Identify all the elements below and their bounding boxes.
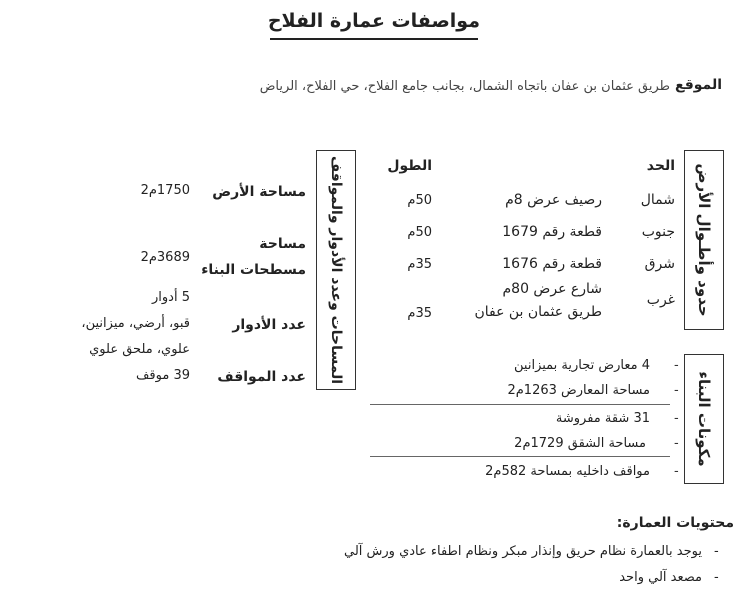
boundary-length-north: 50م xyxy=(407,193,432,208)
component-item-2: مساحة المعارض 1263م2 xyxy=(507,383,650,398)
floors-value-line-2: قبو، أرضي، ميزانين، xyxy=(81,316,190,331)
building-area-value: 3689م2 xyxy=(140,250,190,265)
boundaries-col-length: الطول xyxy=(387,158,432,174)
components-divider-1 xyxy=(370,404,670,405)
areas-section-title: المساحات وعدد الأدوار والمواقف xyxy=(328,155,344,385)
component-item-5: مواقف داخليه بمساحة 582م2 xyxy=(485,464,650,479)
boundary-desc2-west: طريق عثمان بن عفان xyxy=(474,304,602,320)
components-section-box xyxy=(684,354,724,484)
location-label: الموقع xyxy=(675,77,722,93)
boundary-desc-west: شارع عرض 80م xyxy=(502,281,602,297)
boundary-desc-north: رصيف عرض 8م xyxy=(505,192,602,208)
land-area-label: مساحة الأرض xyxy=(212,184,306,200)
component-dash-1: - xyxy=(674,358,679,373)
contents-dash-1: - xyxy=(714,544,719,559)
boundary-length-east: 35م xyxy=(407,257,432,272)
contents-dash-2: - xyxy=(714,570,719,585)
boundary-side-east: شرق xyxy=(644,256,675,272)
land-area-value: 1750م2 xyxy=(140,183,190,198)
components-divider-2 xyxy=(370,456,670,457)
component-dash-2: - xyxy=(674,383,679,398)
contents-item-2: مصعد آلي واحد xyxy=(619,570,702,585)
component-dash-5: - xyxy=(674,464,679,479)
location-value: طريق عثمان بن عفان باتجاه الشمال، بجانب جامع الفلاح، حي الفلاح، الرياض xyxy=(259,79,670,94)
page-title: مواصفات عمارة الفلاح xyxy=(267,10,480,32)
boundary-side-west: غرب xyxy=(646,292,675,308)
contents-title: محتويات العمارة: xyxy=(616,515,734,531)
building-area-label-1: مساحة xyxy=(259,236,306,252)
areas-section-box xyxy=(316,150,356,390)
component-item-3: 31 شقة مفروشة xyxy=(555,411,650,426)
boundary-length-west: 35م xyxy=(407,306,432,321)
boundary-desc-south: قطعة رقم 1679 xyxy=(502,224,602,240)
floors-value-line-3: علوي، ملحق علوي xyxy=(89,342,190,357)
contents-item-1: يوجد بالعمارة نظام حريق وإنذار مبكر ونظام اطفاء عادي ورش آلي xyxy=(343,544,702,559)
boundary-desc-east: قطعة رقم 1676 xyxy=(502,256,602,272)
components-section-title: مكونات البناء xyxy=(695,371,713,467)
boundaries-col-border: الحد xyxy=(646,158,675,174)
component-item-4: مساحة الشقق 1729م2 xyxy=(514,436,646,451)
boundaries-section-box xyxy=(684,150,724,330)
floors-label: عدد الأدوار xyxy=(232,317,306,333)
boundary-side-south: جنوب xyxy=(641,224,675,240)
component-dash-4: - xyxy=(674,436,679,451)
title-underline xyxy=(270,38,478,40)
component-item-1: 4 معارض تجارية بميزانين xyxy=(514,358,650,373)
building-area-label-2: مسطحات البناء xyxy=(201,262,306,278)
component-dash-3: - xyxy=(674,411,679,426)
boundary-side-north: شمال xyxy=(640,192,675,208)
floors-value-line-1: 5 أدوار xyxy=(152,290,190,305)
parking-value: 39 موقف xyxy=(135,368,190,383)
parking-label: عدد المواقف xyxy=(217,369,306,385)
boundaries-section-title: حدود وأطـوال الأرض xyxy=(695,163,713,317)
boundary-length-south: 50م xyxy=(407,225,432,240)
